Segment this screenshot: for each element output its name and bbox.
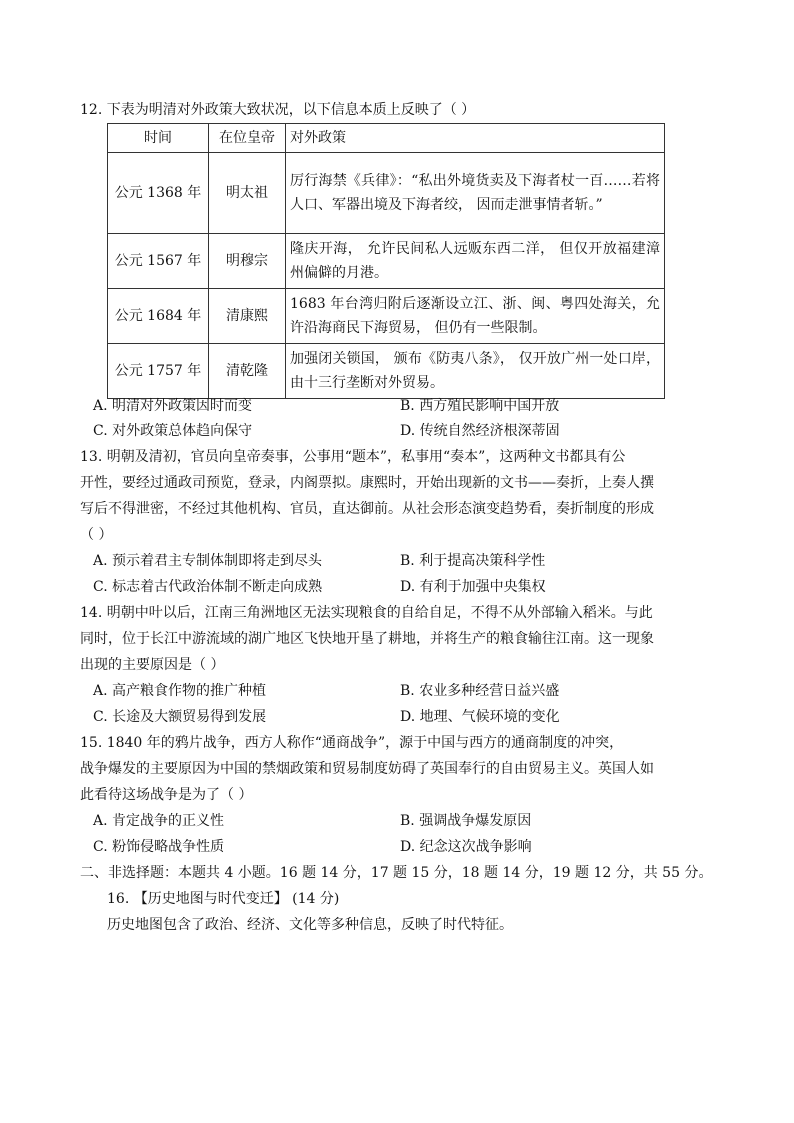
q14-line: 14. 明朝中叶以后，江南三角洲地区无法实现粮食的自给自足，不得不从外部输入稻米。与此 <box>80 605 653 621</box>
table-header-policy: 对外政策 <box>286 124 665 153</box>
table-row <box>108 153 665 234</box>
q13-line: 开性，要经过通政司预览，登录，内阁票拟。康熙时，开始出现新的文书——奏折，上奏人撰 <box>80 475 654 491</box>
table-cell-time: 公元 1757 年 <box>108 344 209 399</box>
q13-option-d: D. 有利于加强中央集权 <box>400 579 546 595</box>
table-cell-emperor: 清乾隆 <box>209 344 286 399</box>
q15-line: 战争爆发的主要原因为中国的禁烟政策和贸易制度妨碍了英国奉行的自由贸易主义。英国人如 <box>80 761 654 777</box>
q14-line: 同时，位于长江中游流域的湖广地区飞快地开垦了耕地，并将生产的粮食输往江南。这一现象 <box>80 631 654 647</box>
q14-line: 出现的主要原因是（ ） <box>80 657 225 673</box>
table-cell-time: 公元 1684 年 <box>108 289 209 344</box>
q12-option-c: C. 对外政策总体趋向保守 <box>93 423 253 439</box>
table-header-emperor: 在位皇帝 <box>209 124 286 153</box>
q12-option-d: D. 传统自然经济根深蒂固 <box>400 423 560 439</box>
table-header-row <box>108 124 665 153</box>
q16-title: 16. 【历史地图与时代变迁】 (14 分) <box>107 891 340 907</box>
table-row <box>108 344 665 399</box>
q15-line: 15. 1840 年的鸦片战争，西方人称作“通商战争”，源于中国与西方的通商制度的冲突， <box>80 735 624 751</box>
q15-line: 此看待这场战争是为了（ ） <box>80 787 253 803</box>
table-cell-emperor: 明穆宗 <box>209 234 286 289</box>
table-cell-policy: 隆庆开海， 允许民间私人远贩东西二洋， 但仅开放福建漳州偏僻的月港。 <box>286 234 665 289</box>
q12-stem: 12. 下表为明清对外政策大致状况，以下信息本质上反映了（ ） <box>80 102 476 118</box>
q13-option-b: B. 利于提高决策科学性 <box>400 553 546 569</box>
q12-option-a: A. 明清对外政策因时而变 <box>93 398 253 414</box>
q14-option-a: A. 高产粮食作物的推广种植 <box>93 683 267 699</box>
q13-option-c: C. 标志着古代政治体制不断走向成熟 <box>93 579 323 595</box>
q14-option-c: C. 长途及大额贸易得到发展 <box>93 709 267 725</box>
q14-option-b: B. 农业多种经营日益兴盛 <box>400 683 560 699</box>
table-cell-policy: 加强闭关锁国， 颁布《防夷八条》， 仅开放广州一处口岸， 由十三行垄断对外贸易。 <box>286 344 665 399</box>
part2-heading: 二、非选择题：本题共 4 小题。16 题 14 分，17 题 15 分，18 题 14 分，19 题 12 分，共 55 分。 <box>80 865 713 881</box>
table-cell-policy: 厉行海禁《兵律》：“私出外境货卖及下海者杖一百……若将人口、军器出境及下海者绞， 因而走泄事情者斩。” <box>286 153 665 234</box>
q13-line: （ ） <box>80 527 113 543</box>
q15-option-c: C. 粉饰侵略战争性质 <box>93 839 225 855</box>
table-cell-time: 公元 1567 年 <box>108 234 209 289</box>
q13-line: 写后不得泄密，不经过其他机构、官员，直达御前。从社会形态演变趋势看，奏折制度的形成 <box>80 501 654 517</box>
table-cell-policy: 1683 年台湾归附后逐渐设立江、浙、闽、粤四处海关，允许沿海商民下海贸易， 但仍有一些限制。 <box>286 289 665 344</box>
q15-option-d: D. 纪念这次战争影响 <box>400 839 532 855</box>
table-row <box>108 234 665 289</box>
table-header-time: 时间 <box>108 124 209 153</box>
policy-table <box>107 123 665 399</box>
q12-option-b: B. 西方殖民影响中国开放 <box>400 398 560 414</box>
table-row <box>108 289 665 344</box>
q14-option-d: D. 地理、气候环境的变化 <box>400 709 560 725</box>
q15-option-a: A. 肯定战争的正义性 <box>93 813 225 829</box>
q13-line: 13. 明朝及清初，官员向皇帝奏事，公事用“题本”，私事用“奏本”，这两种文书都具有公 <box>80 449 626 465</box>
q16-text: 历史地图包含了政治、经济、文化等多种信息，反映了时代特征。 <box>107 917 513 933</box>
table-cell-emperor: 明太祖 <box>209 153 286 234</box>
table-cell-emperor: 清康熙 <box>209 289 286 344</box>
q13-option-a: A. 预示着君主专制体制即将走到尽头 <box>93 553 323 569</box>
q15-option-b: B. 强调战争爆发原因 <box>400 813 532 829</box>
table-cell-time: 公元 1368 年 <box>108 153 209 234</box>
